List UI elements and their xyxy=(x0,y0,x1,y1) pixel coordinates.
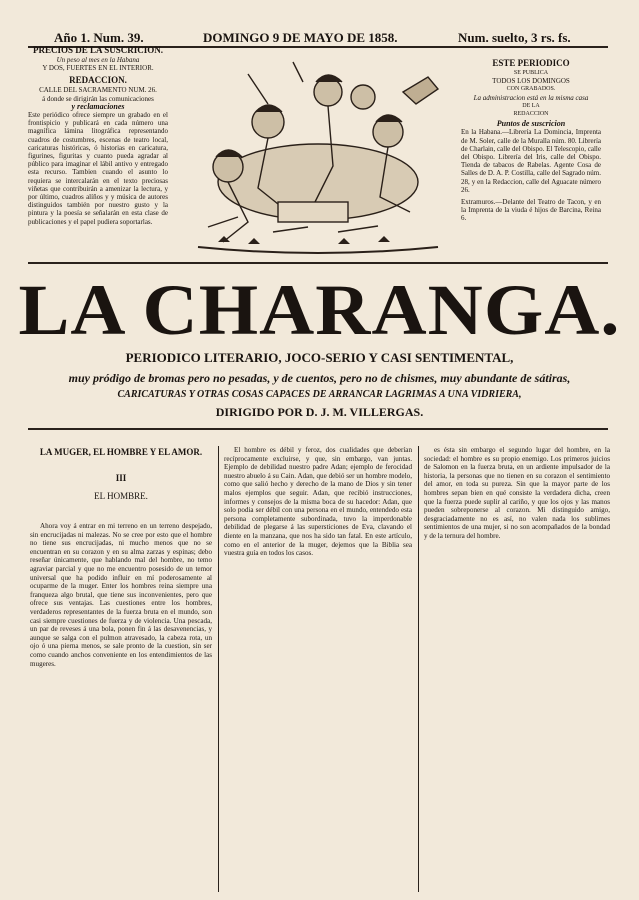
subscription-body: Este periódico ofrece siempre un grabado en el frontispicio y publicará en cada número una magnífica lámina litográfica representando cuadros de costumbres, escenas de teatro local, caricaturas históricas, ó historias en caricatura, figurines, figuritas y cuanto pueda agradar al público para imaginar el lábil antivo y entregado esta recurso. Tambien cuando el asunto lo requiera se intercalarán en el texto preciosas viñetas que contribuirán a amenizar la lectura, y por último, cuadros alíños y y música de autores distinguidos también por nuestro gusto y la pintura y la poesía se señalarán en esta clase de publicaciones y el papel pudiera soportarlas. xyxy=(28,111,168,226)
admin-line-2: DE LA xyxy=(522,102,540,109)
periodico-heading: ESTE PERIODICO xyxy=(492,58,570,68)
newspaper-title: LA CHARANGA. xyxy=(18,270,621,350)
article-heading: LA MUGER, EL HOMBRE Y EL AMOR. xyxy=(39,447,203,457)
article-column-3 xyxy=(424,446,610,541)
points-heading: Puntos de suscricion xyxy=(496,119,566,129)
subtitle-caricatures: CARICATURAS Y OTRAS COSAS CAPACES DE ARRANCAR LAGRIMAS A UNA VIDRIERA, xyxy=(117,389,522,400)
title-bottom-rule xyxy=(28,428,608,430)
publish-line-2: TODOS LOS DOMINGOS xyxy=(492,77,570,86)
publication-info-box xyxy=(461,58,601,224)
subscription-box xyxy=(28,45,168,227)
header-bottom-rule xyxy=(28,262,608,264)
article-section: III xyxy=(115,473,127,483)
issue-number: Año 1. Num. 39. xyxy=(54,30,144,45)
musicians-engraving xyxy=(178,52,454,260)
publish-line-3: CON GRABADOS. xyxy=(506,86,556,93)
column-1-text: Ahora voy á entrar en mi terreno en un terreno despejado, sin encrucijadas ni malezas. No se cree por esto que el hombre no tiene sus encrucijadas, ni mucho menos que no se encuentran en su corazon y en su alma zarzas y espinas; debo reseñar únicamente, que hablando mal del hombre, no temo agraviar parcial y que no me encuentro posesido de un temor universal que ha podido influir en mí poderosamente al ocuparme de la muger. Enter los hombres reina siempre una franqueza algo brutal, que tiene sus inconvenientes, pero que ofrece sus ventajas. Las cuestiones entre los hombres, verdaderos representantes de la fuerza bruta en el mundo, son casi siempre cuestiones de fuerza y de violencia. Una pescada, un par de reveses á una bola, ponen fin á las desavenencias, y aunque se salga con el pulmon atravesado, la cabeza rota, un ojo ó una pierna menos, se sale pronto de la cuestion, sin ser como cuando anchos conveniente en los entendimientos de las mugeres. xyxy=(30,522,212,668)
issue-date: DOMINGO 9 DE MAYO DE 1858. xyxy=(203,30,398,45)
redaction-line-2: á donde se dirigirán las comunicaciones xyxy=(42,94,154,103)
article-subheading: EL HOMBRE. xyxy=(94,491,148,501)
issue-price: Num. suelto, 3 rs. fs. xyxy=(458,30,571,45)
points-body-2: Extramuros.—Delante del Teatro de Tacon, y en la Imprenta de la viuda é hijos de Barcina, Reina 6. xyxy=(461,198,601,223)
column-divider-2 xyxy=(418,446,419,892)
subtitle-tagline: muy pródigo de bromas pero no pesadas, y de cuentos, pero no de chismes, muy abundante de sátiras, xyxy=(68,371,571,385)
claims-heading: y reclamaciones xyxy=(71,101,125,111)
admin-line: La administracion está en la misma casa xyxy=(473,93,589,102)
admin-line-3: REDACCION xyxy=(513,111,549,118)
subscription-line-1: Un peso al mes en la Habana xyxy=(56,56,140,64)
article-column-2 xyxy=(224,446,412,558)
publish-line-1: SE PUBLICA xyxy=(513,70,549,76)
redaction-line-1: CALLE DEL SACRAMENTO NUM. 26. xyxy=(39,86,157,95)
points-body: En la Habana.—Librería La Domincia, Imprenta de M. Soler, calle de la Muralla núm. 80. Librería de Charlain, calle del Obispo. El Telescopio, calle del Obispo. Librería del Iris, calle del Obispo. Tienda de tabacos de Rabelas. Agente Cosa de Salles de D. A. P. Costilla, calle del Sagrado núm. 28, y en la Redaccion, calle del Aguacate número 26. xyxy=(461,128,601,194)
redaction-heading: REDACCION. xyxy=(69,75,127,86)
subscription-heading: PRECIOS DE LA SUSCRICION. xyxy=(32,45,164,55)
article-column-1 xyxy=(30,446,212,668)
column-3-text: es ésta sin embargo el segundo lugar del hombre, en la sociedad: el hombre es su propio enemigo. Los primeros juicios de Salomon en la fuerza bruta, en un ardiente impulsador de la historia, la personas que no tienen en su corazon el sentimiento del amor, en toda su pureza. Sin que la mayor parte de los hombres sepan bien en qué consiste la verdadera dicha, creen que la fuerza puede suplir al cariño, y que los ojos y las manos pueden sobreponerse al corazon. Mi distinguido amigo, desgraciadamente no es así, no valen nada los sublimes sentimientos de una mujer, si no son acompañados de la bondad y de la ternura del hombre. xyxy=(424,446,610,540)
column-divider-1 xyxy=(218,446,219,892)
director-line: DIRIGIDO POR D. J. M. VILLERGAS. xyxy=(215,405,424,419)
subtitle-main: PERIODICO LITERARIO, JOCO-SERIO Y CASI SENTIMENTAL, xyxy=(125,350,514,365)
subscription-line-2: Y DOS, FUERTES EN EL INTERIOR. xyxy=(42,64,154,73)
column-2-text: El hombre es débil y feroz, dos cualidades que deberían recíprocamente excluirse, y que, sin embargo, van juntas. Ejemplo de debilidad nuestro padre Adan; ejemplo de ferocidad nuestro abuelo á su Cain. Adan, que debió ser un hombre modelo, como que salió hecho y derecho de la mano de Dios y sin tener malos ejemplos que seguir. Adan, que recibió instrucciones, informes y consejos de la misma boca de su hacedor: Adan, que solo podia ser débil con una persona en el mundo, entendedo esta persona completamente subordinada, tuvo la imperdonable debilidad de plegarse á las supersticiones de Eva, clavando el diente en la manzana, que nos ha sido tan fatal. En este artículo, como en el anterior de la muger, dejemos que la Biblia sea vuestra guía en todos los casos. xyxy=(224,446,412,558)
